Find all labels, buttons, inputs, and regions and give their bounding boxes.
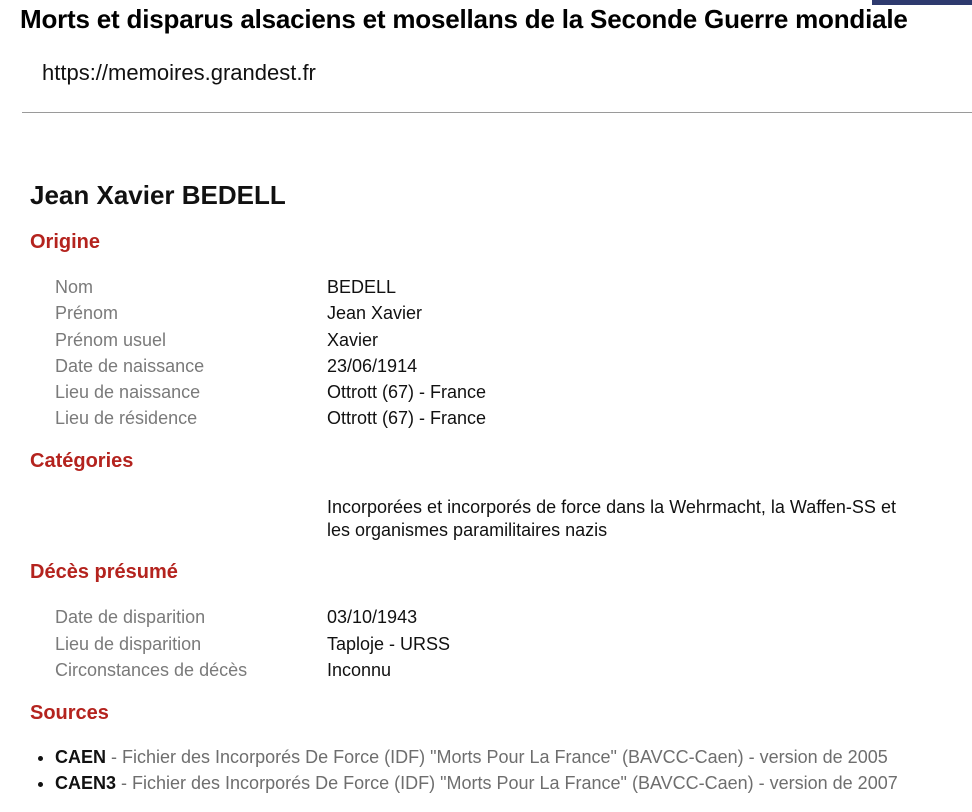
field-row-date-naissance (55, 356, 935, 380)
field-label: Date de disparition (55, 607, 206, 627)
field-label: Nom (55, 277, 94, 297)
site-title: Morts et disparus alsaciens et mosellans de la Seconde Guerre mondiale (20, 4, 908, 34)
field-value: Xavier (327, 330, 379, 350)
site-url[interactable]: https://memoires.grandest.fr (42, 60, 316, 85)
field-row-prenom-usuel (55, 330, 935, 354)
bullet-icon (38, 782, 43, 787)
field-label: Lieu de résidence (55, 408, 198, 428)
field-row-nom (55, 277, 935, 301)
section-heading-categories: Catégories (30, 450, 134, 472)
field-value: Ottrott (67) - France (327, 408, 487, 428)
field-label: Prénom usuel (55, 330, 167, 350)
field-value: Taploje - URSS (327, 634, 451, 654)
source-description: Fichier des Incorporés De Force (IDF) "Morts Pour La France" (BAVCC-Caen) - version de 2005 (122, 747, 888, 767)
section-heading-sources: Sources (30, 702, 109, 724)
bullet-icon (38, 756, 43, 761)
header-divider (22, 112, 972, 113)
field-row-lieu-disparition (55, 634, 935, 658)
field-label: Lieu de naissance (55, 382, 201, 402)
category-value: Incorporées et incorporés de force dans la Wehrmacht, la Waffen-SS et les organismes paramilitaires nazis (327, 497, 896, 540)
field-row-lieu-naissance (55, 382, 935, 406)
source-code: CAEN (55, 747, 107, 767)
source-separator: - (116, 773, 133, 793)
field-row-prenom (55, 303, 935, 327)
source-separator: - (106, 747, 123, 767)
source-code: CAEN3 (55, 773, 117, 793)
field-label: Lieu de disparition (55, 634, 202, 654)
source-item (38, 744, 898, 770)
field-label: Circonstances de décès (55, 660, 248, 680)
person-name: Jean Xavier BEDELL (30, 180, 286, 210)
source-description: Fichier des Incorporés De Force (IDF) "Morts Pour La France" (BAVCC-Caen) - version de 2007 (132, 773, 898, 793)
field-value: 23/06/1914 (327, 356, 418, 376)
field-label: Date de naissance (55, 356, 205, 376)
field-value: Jean Xavier (327, 303, 423, 323)
field-value: Ottrott (67) - France (327, 382, 487, 402)
field-row-circonstances (55, 660, 935, 684)
source-item (38, 770, 898, 796)
field-row-lieu-residence (55, 408, 935, 432)
field-value: Inconnu (327, 660, 392, 680)
field-value: 03/10/1943 (327, 607, 418, 627)
field-label: Prénom (55, 303, 119, 323)
field-row-date-disparition (55, 607, 935, 631)
section-heading-deces: Décès présumé (30, 561, 178, 583)
field-value: BEDELL (327, 277, 397, 297)
sources-list (38, 744, 898, 796)
section-heading-origine: Origine (30, 231, 101, 253)
